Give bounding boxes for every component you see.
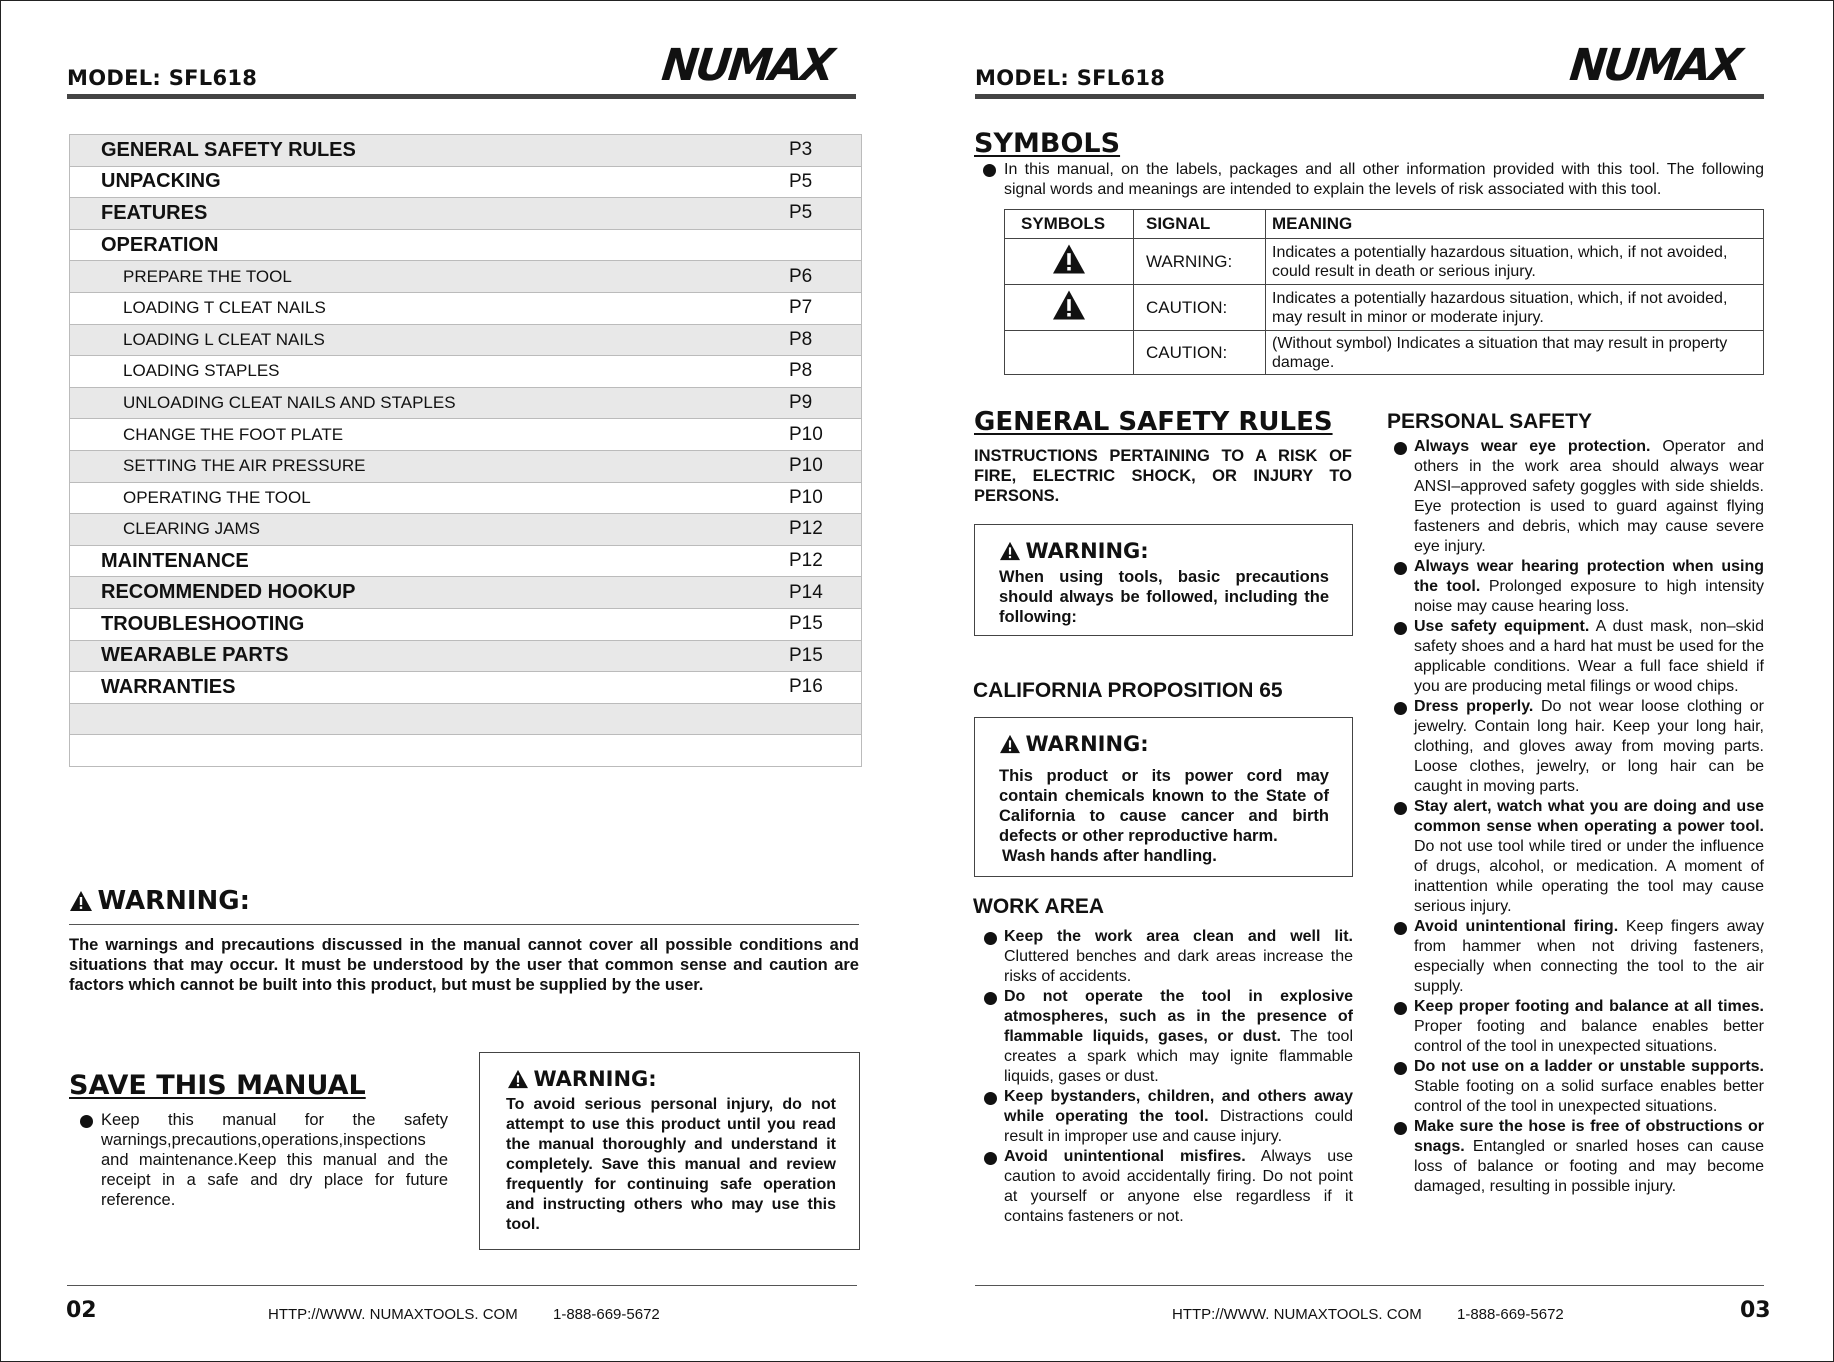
bullet-dot xyxy=(984,932,997,945)
table-of-contents xyxy=(69,134,862,767)
box-warning-text: To avoid serious personal injury, do not attempt to use this product until you read the manual thoroughly and understand it completely. Save this manual and review frequently for continuing safe operation and instructing others who may use this tool. xyxy=(506,1096,836,1233)
save-manual-text: Keep this manual for the safety warnings,precautions,operations,inspections and maintenance.Keep this manual and the receipt in a safe and dry place for future reference. xyxy=(101,1111,448,1209)
toc-row xyxy=(70,735,861,767)
bullet-dot xyxy=(984,1152,997,1165)
list-item-bold: Always wear hearing protection when using the tool. xyxy=(1414,558,1764,595)
toc-page: P10 xyxy=(789,423,823,445)
work-area-heading: WORK AREA xyxy=(973,895,1105,918)
toc-row xyxy=(70,514,861,546)
footer-rule-left xyxy=(67,1285,857,1286)
toc-page: P8 xyxy=(789,328,813,350)
bullet-dot xyxy=(1394,702,1407,715)
toc-page: P9 xyxy=(789,392,813,414)
toc-page: P7 xyxy=(789,297,813,319)
toc-title: UNPACKING xyxy=(101,170,221,193)
symbol-cell xyxy=(1005,285,1134,331)
bullet-dot xyxy=(1394,922,1407,935)
bullet-dot xyxy=(1394,1062,1407,1075)
toc-title: LOADING L CLEAT NAILS xyxy=(123,329,325,349)
toc-title: TROUBLESHOOTING xyxy=(101,612,305,635)
list-item xyxy=(1394,437,1764,557)
warning-heading-left xyxy=(69,886,250,916)
list-item-text: Proper footing and balance enables better control of the tool in unexpected situations. xyxy=(1414,1018,1764,1055)
list-item xyxy=(984,1087,1353,1147)
symbols-intro: In this manual, on the labels, packages and all other information provided with this tool. The following signal words and meanings are intended to explain the levels of risk associated with this tool. xyxy=(1004,161,1764,198)
gsr-intro: INSTRUCTIONS PERTAINING TO A RISK OF FIRE, ELECTRIC SHOCK, OR INJURY TO PERSONS. xyxy=(974,447,1352,505)
toc-row xyxy=(70,577,861,609)
header-symbols: SYMBOLS xyxy=(1005,210,1134,239)
header-meaning: MEANING xyxy=(1266,210,1764,239)
model-label-left: MODEL: SFL618 xyxy=(67,66,258,90)
toc-row xyxy=(70,325,861,357)
signal-cell: WARNING: xyxy=(1134,239,1266,285)
bullet-dot xyxy=(1394,1122,1407,1135)
footer-url-right: HTTP://WWW. NUMAXTOOLS. COM xyxy=(1172,1306,1422,1323)
model-label-right: MODEL: SFL618 xyxy=(975,66,1166,90)
gsr-warning-box xyxy=(974,524,1353,636)
list-item-bold: Keep the work area clean and well lit. xyxy=(1004,928,1353,945)
table-row xyxy=(1005,285,1764,331)
toc-title: WEARABLE PARTS xyxy=(101,644,289,667)
toc-row xyxy=(70,641,861,673)
header-signal: SIGNAL xyxy=(1134,210,1266,239)
toc-title: PREPARE THE TOOL xyxy=(123,266,292,286)
toc-row xyxy=(70,356,861,388)
list-item-text: Do not use tool while tired or under the influence of drugs, alcohol, or medication. A moment of inattention while operating the tool may cause serious injury. xyxy=(1414,838,1764,915)
toc-title: SETTING THE AIR PRESSURE xyxy=(123,456,366,476)
list-item-bold: Dress properly. xyxy=(1414,698,1534,715)
bullet-dot xyxy=(1394,442,1407,455)
list-item-bold: Do not use on a ladder or unstable supports. xyxy=(1414,1058,1764,1075)
toc-title: CLEARING JAMS xyxy=(123,519,260,539)
toc-row xyxy=(70,388,861,420)
toc-title: MAINTENANCE xyxy=(101,549,249,572)
toc-row xyxy=(70,167,861,199)
ca-warning-box xyxy=(974,717,1353,877)
list-item-text: A dust mask, non–skid safety shoes and a hard hat must be used for the applicable conditions. Wear a full face shield if you are producing metal filings or wood chips. xyxy=(1414,618,1765,695)
list-item-bold: Always wear eye protection. xyxy=(1414,438,1651,455)
toc-page: P5 xyxy=(789,170,813,192)
warning-triangle-icon xyxy=(1051,243,1087,275)
list-item-text: Stable footing on a solid surface enables better control of the tool in unexpected situations. xyxy=(1414,1078,1764,1115)
bullet-dot xyxy=(984,992,997,1005)
warning-triangle-icon xyxy=(999,734,1021,754)
toc-page: P10 xyxy=(789,486,823,508)
toc-title: FEATURES xyxy=(101,201,208,224)
meaning-cell: (Without symbol) Indicates a situation that may result in property damage. xyxy=(1266,331,1764,375)
work-area-list xyxy=(984,927,1353,1227)
ca-warning-text: This product or its power cord may contain chemicals known to the State of California to cause cancer and birth defects or other reproductive harm. xyxy=(999,767,1329,845)
list-item-text: Cluttered benches and dark areas increase the risks of accidents. xyxy=(1004,948,1353,985)
list-item-bold: Avoid unintentional firing. xyxy=(1414,918,1619,935)
box-warning-title: WARNING: xyxy=(533,1067,657,1091)
warning-triangle-icon xyxy=(999,541,1021,561)
warning-rule xyxy=(69,924,859,925)
list-item-text: Distractions could result in improper use and cause injury. xyxy=(1004,1108,1354,1145)
box-warning-heading xyxy=(507,1067,657,1091)
toc-page: P5 xyxy=(789,202,813,224)
toc-title: OPERATION xyxy=(101,233,219,256)
footer-phone-right: 1-888-669-5672 xyxy=(1457,1306,1564,1323)
list-item xyxy=(1394,617,1764,697)
bullet-dot xyxy=(1394,1002,1407,1015)
header-rule-right xyxy=(975,94,1764,99)
toc-row xyxy=(70,198,861,230)
toc-page: P15 xyxy=(789,613,823,635)
toc-title: CHANGE THE FOOT PLATE xyxy=(123,424,344,444)
bullet-dot xyxy=(984,1092,997,1105)
list-item-bold: Use safety equipment. xyxy=(1414,618,1590,635)
list-item xyxy=(984,927,1353,987)
list-item xyxy=(1394,917,1764,997)
warning-title: WARNING: xyxy=(97,886,251,916)
list-item-text: Operator and others in the work area should always wear ANSI–approved safety goggles with side shields. Eye protection is used to guard against flying fasteners and debris, which may cause severe eye injury. xyxy=(1414,438,1764,555)
ca-heading: CALIFORNIA PROPOSITION 65 xyxy=(973,679,1283,702)
personal-safety-heading: PERSONAL SAFETY xyxy=(1387,410,1592,433)
toc-page: P15 xyxy=(789,644,823,666)
page-number-left: 02 xyxy=(66,1298,97,1323)
list-item xyxy=(1394,797,1764,917)
table-row xyxy=(1005,331,1764,375)
toc-title: RECOMMENDED HOOKUP xyxy=(101,581,356,604)
toc-title: LOADING STAPLES xyxy=(123,361,280,381)
toc-title: LOADING T CLEAT NAILS xyxy=(123,298,326,318)
list-item-bold: Make sure the hose is free of obstructions or snags. xyxy=(1414,1118,1764,1155)
gsr-warning-text: When using tools, basic precautions should always be followed, including the following: xyxy=(999,568,1329,626)
meaning-cell: Indicates a potentially hazardous situation, which, if not avoided, may result in minor or moderate injury. xyxy=(1266,285,1764,331)
toc-row xyxy=(70,419,861,451)
footer-rule-right xyxy=(975,1285,1764,1286)
save-manual-heading: SAVE THIS MANUAL xyxy=(69,1070,366,1101)
symbol-cell xyxy=(1005,239,1134,285)
meaning-cell: Indicates a potentially hazardous situation, which, if not avoided, could result in death or serious injury. xyxy=(1266,239,1764,285)
ca-warning-title: WARNING: xyxy=(1025,732,1149,756)
toc-row xyxy=(70,609,861,641)
signal-cell: CAUTION: xyxy=(1134,285,1266,331)
toc-title: WARRANTIES xyxy=(101,675,236,698)
warning-box-left xyxy=(479,1052,860,1250)
page-number-right: 03 xyxy=(1740,1298,1771,1323)
warning-text-left: The warnings and precautions discussed in the manual cannot cover all possible conditions and situations that may occur. It must be understood by the user that common sense and caution are factors which cannot be built into this product, but must be supplied by the user. xyxy=(69,936,859,994)
symbols-heading: SYMBOLS xyxy=(974,128,1121,159)
list-item-text: Entangled or snarled hoses can cause loss of balance or footing and may become damaged, resulting in possible injury. xyxy=(1414,1138,1764,1195)
symbol-cell xyxy=(1005,331,1134,375)
gsr-warning-title: WARNING: xyxy=(1025,539,1149,563)
toc-row xyxy=(70,451,861,483)
symbols-table xyxy=(1004,209,1764,375)
toc-row xyxy=(70,135,861,167)
warning-triangle-icon xyxy=(507,1069,529,1089)
list-item xyxy=(984,1147,1353,1227)
toc-title: OPERATING THE TOOL xyxy=(123,487,311,507)
list-item xyxy=(1394,1117,1764,1197)
ca-warning-text2: Wash hands after handling. xyxy=(1002,847,1217,865)
toc-title: UNLOADING CLEAT NAILS AND STAPLES xyxy=(123,393,456,413)
warning-triangle-icon xyxy=(69,890,93,912)
toc-row xyxy=(70,546,861,578)
numax-logo-left: NUMAX xyxy=(659,40,835,91)
toc-page: P12 xyxy=(789,550,823,572)
toc-page: P6 xyxy=(789,265,813,287)
list-item-text: Keep fingers away from hammer when not driving fasteners, especially when connecting the tool to the air supply. xyxy=(1414,918,1765,995)
toc-row xyxy=(70,261,861,293)
list-item-bold: Keep proper footing and balance at all times. xyxy=(1414,998,1764,1015)
gsr-warning-heading xyxy=(999,539,1149,563)
symbols-table-header xyxy=(1005,210,1764,239)
list-item xyxy=(984,987,1353,1087)
bullet-dot xyxy=(983,164,996,177)
list-item xyxy=(1394,557,1764,617)
list-item xyxy=(1394,997,1764,1057)
toc-page: P12 xyxy=(789,518,823,540)
table-row xyxy=(1005,239,1764,285)
list-item-text: Always use caution to avoid accidentally firing. Do not point at yourself or anyone else regardless if it contains fasteners or not. xyxy=(1004,1148,1353,1225)
toc-row xyxy=(70,230,861,262)
list-item-text: The tool creates a spark which may ignite flammable liquids, gases or dust. xyxy=(1004,1028,1354,1085)
toc-title: GENERAL SAFETY RULES xyxy=(101,138,356,161)
signal-cell: CAUTION: xyxy=(1134,331,1266,375)
toc-page: P14 xyxy=(789,581,823,603)
list-item-bold: Avoid unintentional misfires. xyxy=(1004,1148,1246,1165)
numax-logo-right: NUMAX xyxy=(1567,40,1743,91)
list-item-bold: Do not operate the tool in explosive atmospheres, such as in the presence of flammable liquids, gases, or dust. xyxy=(1004,988,1353,1045)
bullet-dot xyxy=(80,1115,93,1128)
list-item-bold: Stay alert, watch what you are doing and use common sense when operating a power tool. xyxy=(1414,798,1764,835)
footer-phone-left: 1-888-669-5672 xyxy=(553,1306,660,1323)
toc-page: P10 xyxy=(789,455,823,477)
warning-triangle-icon xyxy=(1051,289,1087,321)
footer-url-left: HTTP://WWW. NUMAXTOOLS. COM xyxy=(268,1306,518,1323)
bullet-dot xyxy=(1394,622,1407,635)
toc-row xyxy=(70,293,861,325)
toc-row xyxy=(70,704,861,736)
personal-safety-list xyxy=(1394,437,1764,1197)
bullet-dot xyxy=(1394,562,1407,575)
list-item xyxy=(1394,1057,1764,1117)
header-rule-left xyxy=(67,94,856,99)
toc-page: P16 xyxy=(789,676,823,698)
ca-warning-heading xyxy=(999,732,1149,756)
list-item xyxy=(1394,697,1764,797)
toc-page: P3 xyxy=(789,139,813,161)
bullet-dot xyxy=(1394,802,1407,815)
list-item-text: Do not wear loose clothing or jewelry. Contain long hair. Keep your long hair, clothing, and gloves away from moving parts. Loose clothes, jewelry, or long hair can be caught in moving parts. xyxy=(1414,698,1764,795)
toc-row xyxy=(70,483,861,515)
toc-row xyxy=(70,672,861,704)
list-item-text: Prolonged exposure to high intensity noise may cause hearing loss. xyxy=(1414,578,1764,615)
toc-page: P8 xyxy=(789,360,813,382)
gsr-heading: GENERAL SAFETY RULES xyxy=(974,407,1333,437)
list-item-bold: Keep bystanders, children, and others away while operating the tool. xyxy=(1004,1088,1353,1125)
